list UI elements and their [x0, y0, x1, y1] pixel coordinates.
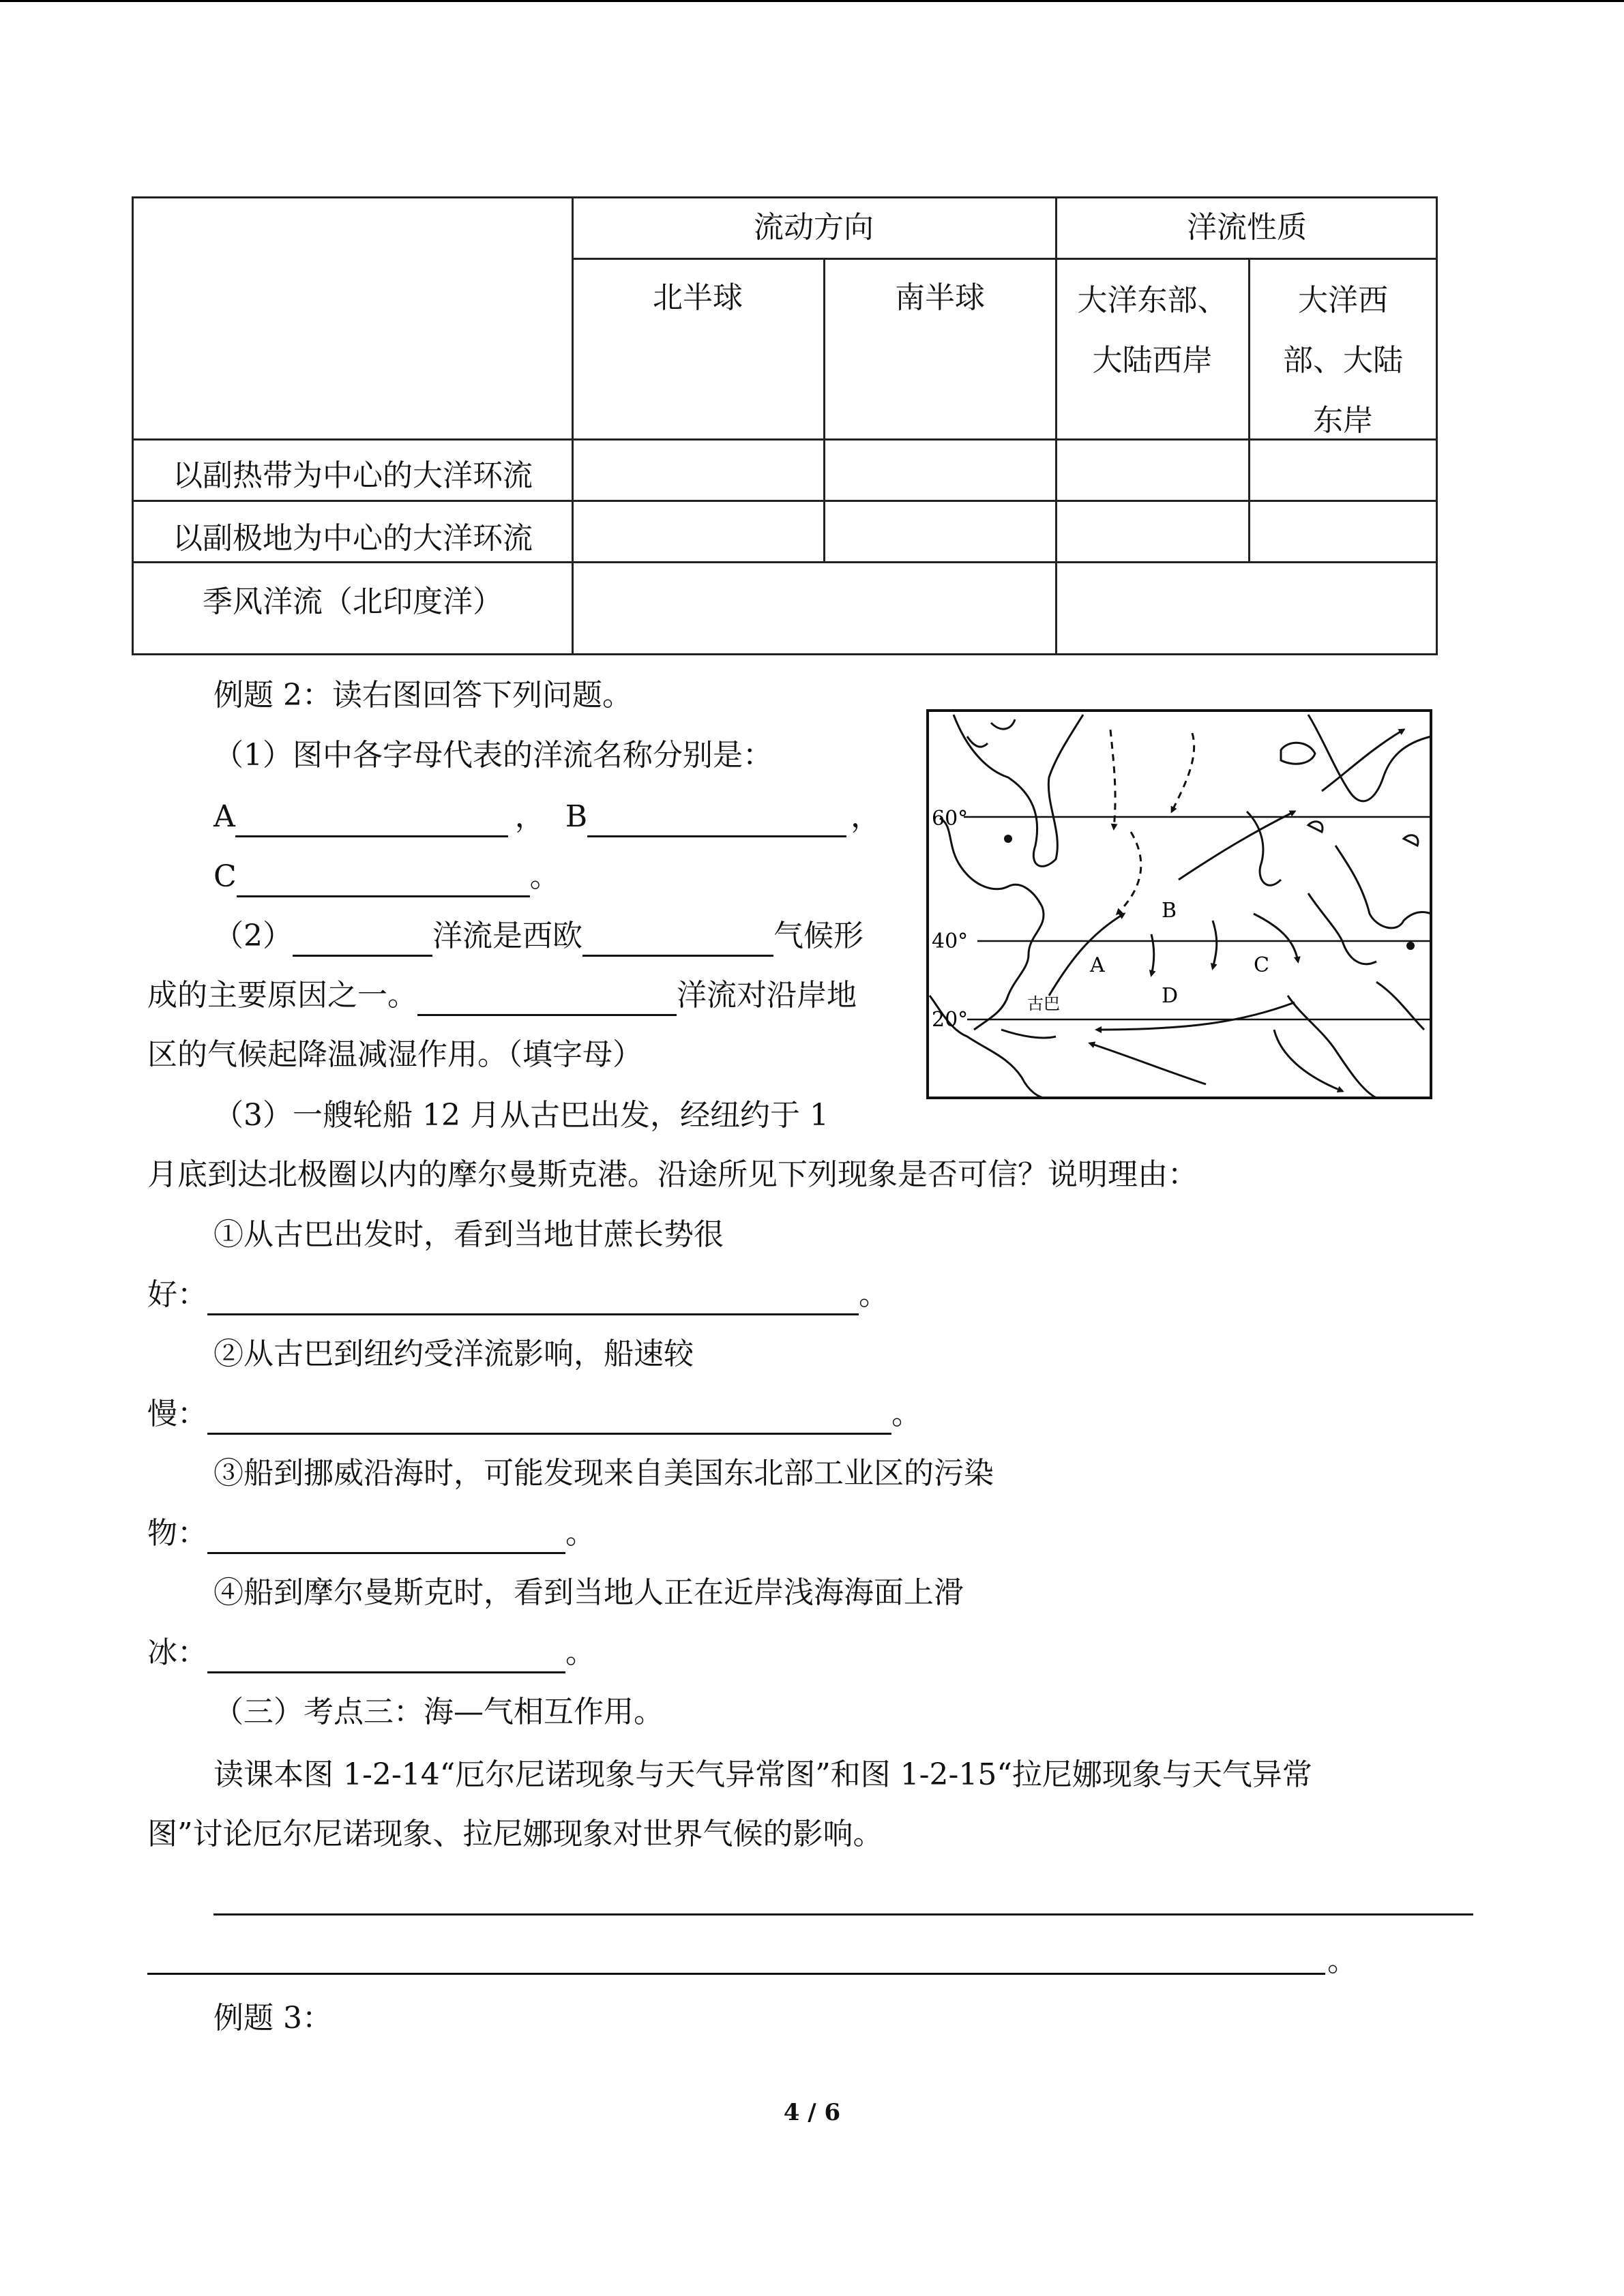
label-d: D: [1162, 984, 1179, 1008]
example2-q3-line2: 月底到达北极圈以内的摩尔曼斯克港。沿途所见下列现象是否可信？说明理由：: [147, 1157, 1198, 1192]
header-current-nature: 洋流性质: [1187, 210, 1307, 245]
statement-3-answer: 物： 。: [147, 1513, 595, 1554]
blank-b[interactable]: [587, 804, 846, 837]
page-top-border: [0, 0, 1624, 2]
section3-para-line2: 图”讨论厄尔尼诺现象、拉尼娜现象对世界气候的影响。: [147, 1817, 883, 1851]
city-dot: [1004, 835, 1012, 843]
label-b: B: [1162, 899, 1177, 923]
page-number: 4 / 6: [783, 2099, 841, 2126]
blank-q2-cooling-current[interactable]: [417, 983, 677, 1016]
statement-4-answer: 冰： 。: [147, 1632, 595, 1673]
statement-4: ④船到摩尔曼斯克时，看到当地人正在近岸浅海海面上滑: [213, 1575, 964, 1610]
label-c: C: [1254, 953, 1269, 977]
blank-q2-climate[interactable]: [582, 923, 773, 957]
answer-rule-2-period: 。: [1327, 1943, 1357, 1978]
blank-statement-2[interactable]: [207, 1401, 891, 1435]
example2-q1: （1）图中各字母代表的洋流名称分别是：: [213, 738, 773, 773]
statement-2-answer: 慢： 。: [147, 1394, 921, 1435]
label-cuba: 古巴: [1027, 994, 1060, 1013]
row-subtropical-gyre: 以副热带为中心的大洋环流: [173, 458, 533, 493]
subheader-ocean-west: 大洋西 部、大陆 东岸: [1283, 283, 1403, 438]
statement-1: ①从古巴出发时，看到当地甘蔗长势很: [213, 1217, 724, 1252]
statement-1-answer: 好： 。: [147, 1274, 889, 1315]
example3-title: 例题 3：: [213, 2001, 332, 2036]
answer-row-ab: A ， B ，: [213, 796, 881, 837]
blank-a[interactable]: [235, 804, 508, 837]
example2-q2-line2: 成的主要原因之一。 洋流对沿岸地: [147, 975, 857, 1016]
city-dot: [1406, 942, 1415, 950]
subheader-ocean-east: 大洋东部、 大陆西岸: [1077, 283, 1228, 378]
statement-2: ②从古巴到纽约受洋流影响，船速较: [213, 1337, 694, 1371]
header-flow-direction: 流动方向: [754, 210, 874, 245]
answer-row-c: C 。: [213, 856, 560, 897]
answer-rule-1[interactable]: [213, 1913, 1473, 1915]
example2-q2-line3: 区的气候起降温减湿作用。（填字母）: [147, 1037, 643, 1072]
row-subpolar-gyre: 以副极地为中心的大洋环流: [173, 521, 533, 556]
blank-statement-3[interactable]: [207, 1521, 565, 1554]
label-a: A: [1090, 953, 1105, 977]
latitude-60-label: 60°: [932, 807, 969, 831]
row-monsoon-current: 季风洋流（北印度洋）: [203, 584, 503, 619]
north-atlantic-current-map: [926, 709, 1434, 1101]
subheader-northern-hemisphere: 北半球: [653, 280, 743, 315]
blank-statement-4[interactable]: [207, 1640, 565, 1673]
blank-statement-1[interactable]: [207, 1282, 859, 1315]
subheader-southern-hemisphere: 南半球: [895, 280, 985, 315]
section3-title: （三）考点三：海—气相互作用。: [213, 1695, 664, 1729]
example2-title: 例题 2：读右图回答下列问题。: [213, 678, 632, 713]
latitude-20-label: 20°: [932, 1008, 969, 1032]
blank-c[interactable]: [237, 864, 530, 897]
example2-q3-line1: （3）一艘轮船 12 月从古巴出发，经纽约于 1: [213, 1098, 829, 1133]
example2-q2-line1: （2） 洋流是西欧 气候形: [213, 916, 863, 957]
map-frame: [928, 711, 1431, 1098]
statement-3: ③船到挪威沿海时，可能发现来自美国东北部工业区的污染: [213, 1456, 994, 1491]
section3-para-line1: 读课本图 1-2-14“厄尔尼诺现象与天气异常图”和图 1-2-15“拉尼娜现象与天气异常: [213, 1757, 1312, 1792]
blank-q2-current[interactable]: [293, 923, 432, 957]
latitude-40-label: 40°: [932, 929, 969, 953]
answer-rule-2[interactable]: [147, 1973, 1325, 1975]
